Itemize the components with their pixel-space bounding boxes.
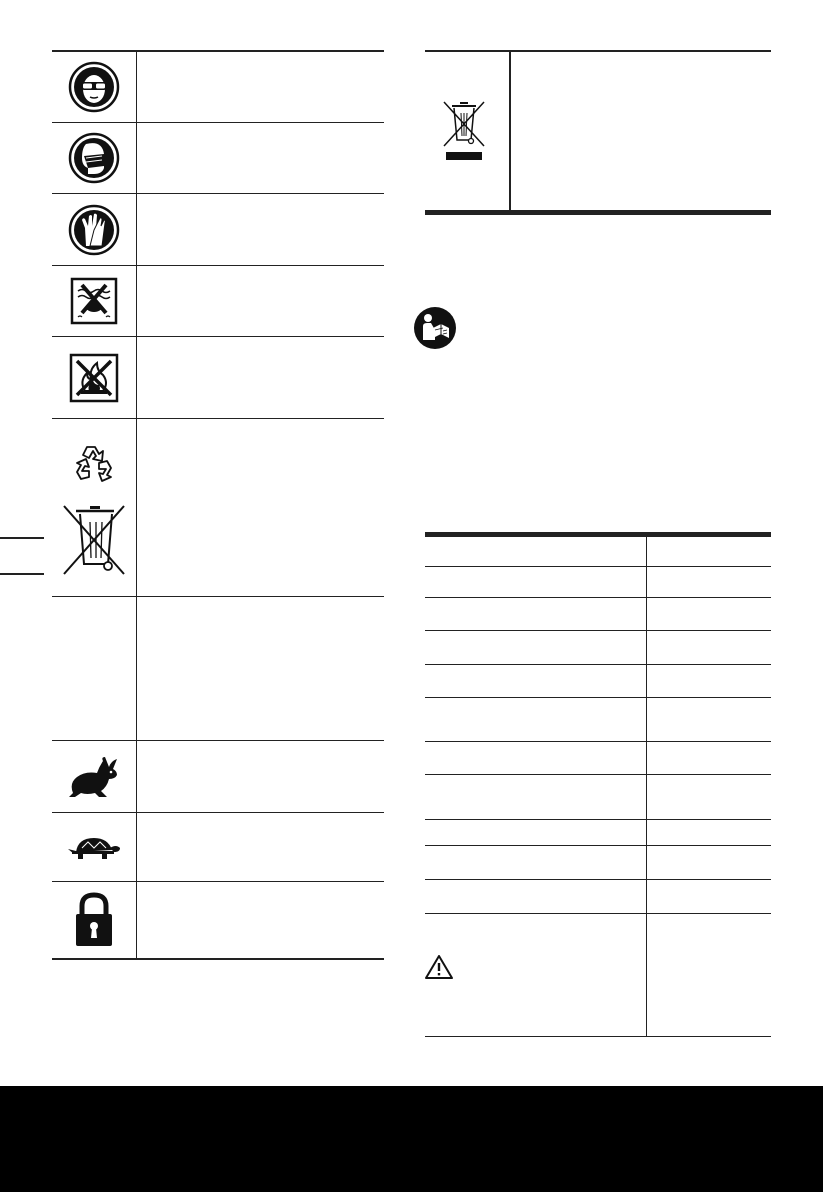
footer-band [0,1086,823,1192]
table-rule-thick [425,532,771,537]
table-row [425,741,771,742]
read-manual-icon [413,306,457,355]
crossed-out-bin-icon [52,500,136,580]
protective-gloves-icon [52,194,136,265]
table-rule [52,958,384,960]
slow-speed-turtle-icon [52,813,136,881]
table-row [425,879,771,880]
table-row [425,845,771,846]
do-not-expose-to-water-icon [52,266,136,336]
table-rule [425,50,771,52]
table-row [425,819,771,820]
warning-triangle-icon [424,954,454,985]
table-row [425,630,771,631]
recycle-icon [52,436,136,492]
dust-mask-icon [52,123,136,193]
table-row [425,566,771,567]
fast-speed-rabbit-icon [52,741,136,812]
table-rule [52,596,384,597]
table-divider [646,537,647,1036]
table-row [425,913,771,914]
table-row [425,597,771,598]
do-not-burn-icon [52,337,136,418]
lock-icon [52,882,136,958]
crossed-out-bin-icon [440,100,488,169]
table-divider [136,50,137,960]
table-divider [509,50,511,212]
table-rule [52,418,384,419]
table-row [425,664,771,665]
table-row [425,1036,771,1037]
safety-goggles-icon [52,52,136,122]
side-tab-marker [0,537,44,575]
table-row [425,697,771,698]
table-row [425,774,771,775]
table-rule-thick [425,210,771,215]
